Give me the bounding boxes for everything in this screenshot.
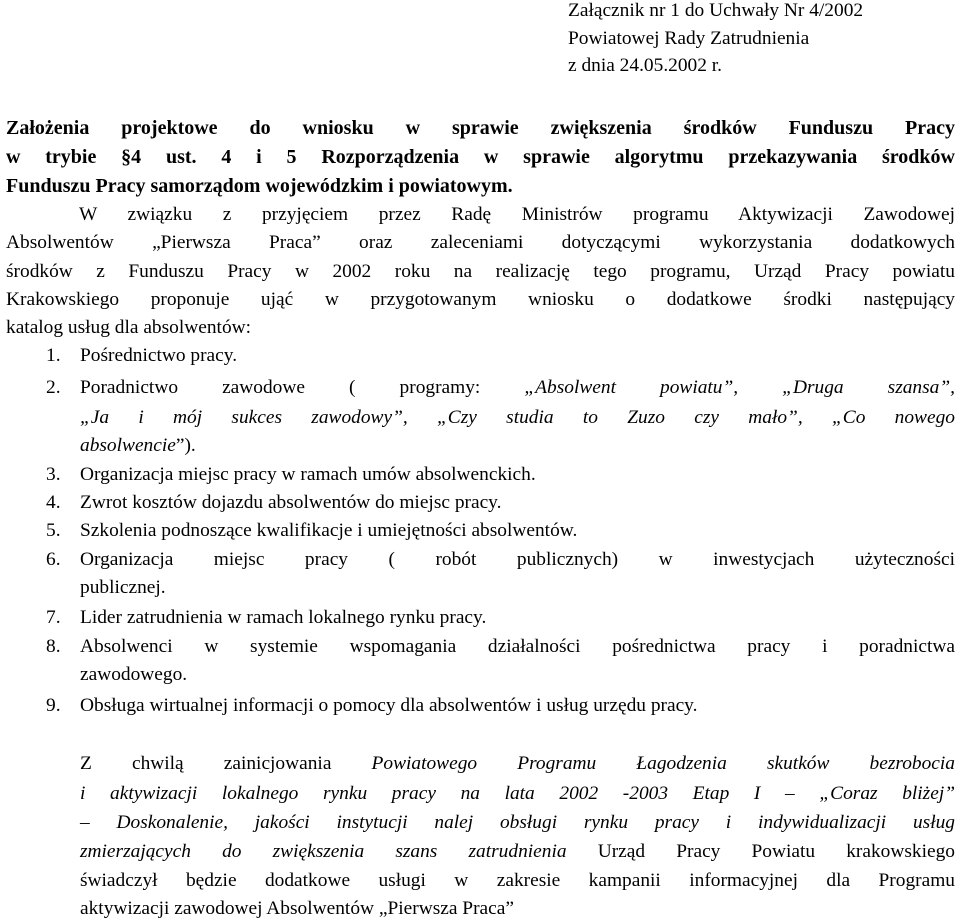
list-text bbox=[80, 432, 196, 460]
list-number: 6. bbox=[46, 549, 61, 570]
list-number: 9. bbox=[46, 695, 61, 716]
list-text: Pośrednictwo pracy. bbox=[80, 345, 238, 366]
program-title: zmierzających do zwiększenia szans zatrudnienia bbox=[80, 841, 567, 862]
title-line: Założenia projektowe do wniosku w sprawie zwiększenia środków Funduszu Pracy bbox=[6, 117, 955, 139]
list-number: 7. bbox=[46, 607, 61, 628]
closing-text: Z chwilą zainicjowania bbox=[80, 753, 372, 774]
intro-line: katalog usług dla absolwentów: bbox=[6, 317, 252, 338]
closing-line bbox=[80, 750, 955, 778]
list-text: Organizacja miejsc pracy ( robót publicznych) w inwestycjach użyteczności bbox=[80, 549, 955, 570]
list-number: 8. bbox=[46, 636, 61, 657]
intro-line: W związku z przyjęciem przez Radę Ministrów programu Aktywizacji Zawodowej bbox=[79, 204, 955, 225]
list-text: zawodowego. bbox=[80, 664, 188, 685]
program-names: absolwencie bbox=[80, 435, 176, 456]
list-text: publicznej. bbox=[80, 577, 166, 598]
list-number: 1. bbox=[46, 345, 61, 366]
program-names: „Absolwent powiatu”, „Druga szansa”, bbox=[524, 377, 956, 398]
list-text: Lider zatrudnienia w ramach lokalnego rynku pracy. bbox=[80, 607, 487, 628]
closing-text: Urząd Pracy Powiatu krakowskiego bbox=[566, 841, 956, 862]
intro-line: Absolwentów „Pierwsza Praca” oraz zaleceniami dotyczącymi wykorzystania dodatkowych bbox=[6, 232, 955, 253]
program-title: – Doskonalenie, jakości instytucji nalej obsługi rynku pracy i indywidualizacji usług bbox=[80, 812, 955, 833]
header-line: z dnia 24.05.2002 r. bbox=[568, 55, 723, 76]
list-number: 4. bbox=[46, 492, 61, 513]
program-names: „Ja i mój sukces zawodowy”, „Czy studia to Zuzo czy mało”, „Co nowego bbox=[80, 407, 955, 428]
list-text-part: Poradnictwo zawodowe ( programy: bbox=[80, 377, 525, 398]
header-line: Załącznik nr 1 do Uchwały Nr 4/2002 bbox=[568, 0, 864, 21]
intro-line: Krakowskiego proponuje ująć w przygotowanym wniosku o dodatkowe środki następujący bbox=[6, 289, 955, 310]
list-text-part: ”). bbox=[175, 435, 196, 456]
list-text: Organizacja miejsc pracy w ramach umów absolwenckich. bbox=[80, 464, 536, 485]
list-text: Absolwenci w systemie wspomagania działalności pośrednictwa pracy i poradnictwa bbox=[80, 636, 955, 657]
list-number: 2. bbox=[46, 377, 61, 398]
title-line: w trybie §4 ust. 4 i 5 Rozporządzenia w sprawie algorytmu przekazywania środków bbox=[6, 146, 955, 168]
list-text: Szkolenia podnoszące kwalifikacje i umiejętności absolwentów. bbox=[80, 520, 578, 541]
list-text: Obsługa wirtualnej informacji o pomocy dla absolwentów i usług urzędu pracy. bbox=[80, 695, 698, 716]
list-number: 3. bbox=[46, 464, 61, 485]
list-text: Zwrot kosztów dojazdu absolwentów do miejsc pracy. bbox=[80, 492, 502, 513]
list-number: 5. bbox=[46, 520, 61, 541]
list-text bbox=[80, 374, 955, 402]
closing-line: świadczył będzie dodatkowe usługi w zakresie kampanii informacyjnej dla Programu bbox=[80, 870, 955, 891]
header-line: Powiatowej Rady Zatrudnienia bbox=[568, 28, 810, 49]
closing-line bbox=[80, 838, 955, 866]
closing-line: aktywizacji zawodowej Absolwentów „Pierwsza Praca” bbox=[80, 898, 514, 919]
title-line: Funduszu Pracy samorządom wojewódzkim i powiatowym. bbox=[6, 175, 513, 197]
intro-line: środków z Funduszu Pracy w 2002 roku na realizację tego programu, Urząd Pracy powiatu bbox=[6, 261, 955, 282]
program-title: i aktywizacji lokalnego rynku pracy na lata 2002 -2003 Etap I – „Coraz bliżej” bbox=[80, 783, 955, 804]
program-title: Powiatowego Programu Łagodzenia skutków bezrobocia bbox=[371, 753, 955, 774]
